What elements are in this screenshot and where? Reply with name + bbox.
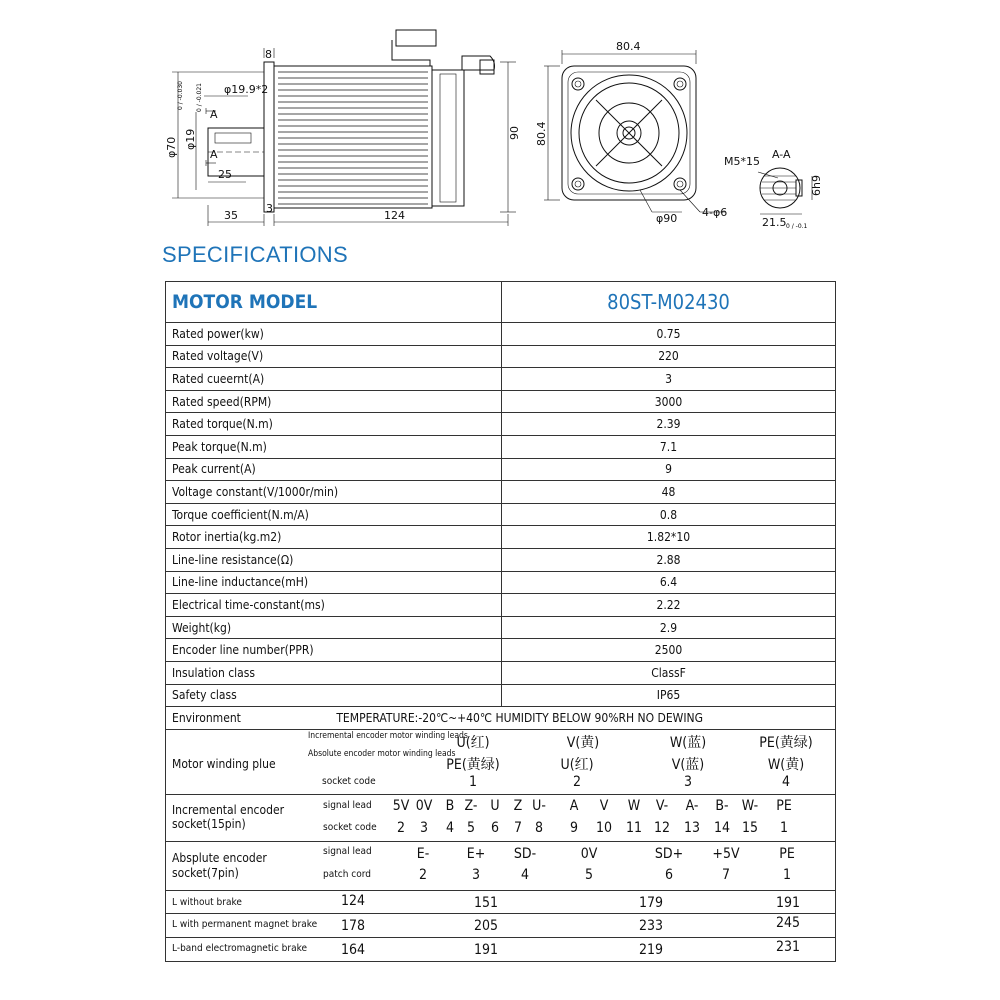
dim-6h9: 6h9: [810, 175, 823, 196]
inc-signal: V: [599, 798, 609, 815]
abs-code: 1: [782, 867, 792, 884]
incremental-label-2: socket(15pin): [172, 817, 246, 832]
inc-code: 9: [569, 820, 579, 837]
spec-label: Rotor inertia(kg.m2): [166, 526, 502, 549]
spec-value: 3: [502, 368, 836, 391]
spec-value: 2500: [502, 639, 836, 662]
inc-signal: A-: [685, 798, 699, 815]
spec-label: Line-line resistance(Ω): [166, 548, 502, 571]
motor-front-view: [562, 66, 696, 200]
dim-25: 25: [218, 168, 232, 181]
inc-code: 4: [445, 820, 455, 837]
absolute-patch-cord-label: patch cord: [323, 869, 371, 881]
spec-value: ClassF: [502, 661, 836, 684]
model-label: MOTOR MODEL: [166, 282, 502, 323]
absolute-label-1: Absplute encoder: [172, 851, 267, 866]
inc-code: 5: [466, 820, 476, 837]
model-row: [166, 282, 836, 323]
tol-phi70: 0 / -0.030: [177, 81, 184, 110]
spec-row: [166, 435, 836, 458]
abs-code: 2: [418, 867, 428, 884]
inc-code: 7: [513, 820, 523, 837]
length-row: [166, 938, 836, 962]
inc-signal: 0V: [415, 798, 433, 815]
spec-row: [166, 548, 836, 571]
length-value: 178: [340, 918, 366, 935]
spec-row: [166, 661, 836, 684]
environment-row: [166, 707, 836, 730]
length-value: 179: [638, 895, 664, 912]
dim-phi70: φ70: [165, 136, 178, 158]
inc-code: 3: [419, 820, 429, 837]
dim-35: 35: [224, 209, 238, 222]
length-value: 191: [775, 895, 801, 912]
spec-value: 9: [502, 458, 836, 481]
winding-abs-value: V(蓝): [671, 757, 705, 774]
spec-row: [166, 684, 836, 707]
spec-label: Peak current(A): [166, 458, 502, 481]
winding-abs-value: W(黄): [767, 757, 805, 774]
motor-technical-drawing: [0, 0, 1000, 240]
spec-label: Rated speed(RPM): [166, 390, 502, 413]
spec-value: 1.82*10: [502, 526, 836, 549]
spec-row: [166, 616, 836, 639]
motor-side-view: [208, 30, 495, 212]
winding-abs-value: U(红): [560, 757, 594, 774]
spec-label: Weight(kg): [166, 616, 502, 639]
absolute-signal-lead-label: signal lead: [323, 846, 372, 858]
spec-row: [166, 345, 836, 368]
winding-abs-leads: Absolute encoder motor winding leads: [308, 749, 456, 760]
shaft-section-aa: [760, 168, 802, 208]
spec-row: [166, 594, 836, 617]
spec-row: [166, 571, 836, 594]
inc-signal: Z-: [464, 798, 478, 815]
abs-code: 7: [721, 867, 731, 884]
abs-code: 4: [520, 867, 530, 884]
spec-row: [166, 503, 836, 526]
winding-inc-leads: Incremental encoder motor winding leads: [308, 731, 468, 742]
length-value: 233: [638, 918, 664, 935]
spec-row: [166, 390, 836, 413]
inc-code: 8: [534, 820, 544, 837]
winding-code: 2: [572, 774, 582, 791]
spec-table: [165, 281, 836, 962]
spec-row: [166, 481, 836, 504]
abs-signal: SD-: [513, 846, 537, 863]
length-value: 231: [775, 939, 801, 956]
length-value: 164: [340, 942, 366, 959]
tol-phi19: 0 / -0.021: [196, 83, 203, 112]
spec-row: [166, 323, 836, 346]
length-label: L-band electromagnetic brake: [172, 943, 307, 955]
dim-aa: A-A: [772, 148, 791, 161]
section-title: SPECIFICATIONS: [162, 242, 348, 267]
winding-abs-value: PE(黄绿): [446, 757, 500, 774]
winding-inc-value: V(黄): [566, 735, 600, 752]
spec-value: 7.1: [502, 435, 836, 458]
spec-label: Rated voltage(V): [166, 345, 502, 368]
dim-90: 90: [508, 126, 521, 140]
spec-value: 0.75: [502, 323, 836, 346]
inc-signal: A: [569, 798, 579, 815]
inc-signal: Z: [513, 798, 523, 815]
section-mark-a-top: A: [210, 108, 218, 121]
dim-phi19-9: φ19.9*2: [224, 83, 269, 96]
dim-4-phi6: 4-φ6: [702, 206, 728, 219]
section-mark-a-bottom: A: [210, 148, 218, 161]
abs-signal: +5V: [712, 846, 740, 863]
dim-80-4-top: 80.4: [616, 40, 641, 53]
spec-row: [166, 368, 836, 391]
spec-label: Torque coefficient(N.m/A): [166, 503, 502, 526]
winding-inc-value: PE(黄绿): [759, 735, 813, 752]
length-row: [166, 891, 836, 914]
length-label: L with permanent magnet brake: [172, 919, 318, 931]
inc-signal: B: [445, 798, 455, 815]
length-value: 219: [638, 942, 664, 959]
model-value: 80ST-M02430: [502, 282, 836, 323]
spec-row: [166, 413, 836, 436]
spec-value: 220: [502, 345, 836, 368]
spec-value: 2.22: [502, 594, 836, 617]
spec-value: 6.4: [502, 571, 836, 594]
winding-inc-value: U(红): [456, 735, 490, 752]
spec-label: Rated cueernt(A): [166, 368, 502, 391]
winding-code: 3: [683, 774, 693, 791]
spec-value: 3000: [502, 390, 836, 413]
inc-code: 14: [713, 820, 731, 837]
environment-label: Environment: [172, 711, 241, 726]
environment-value: TEMPERATURE:-20℃~+40℃ HUMIDITY BELOW 90%RH NO DEWING: [336, 711, 703, 726]
abs-code: 5: [584, 867, 594, 884]
inc-signal: 5V: [392, 798, 410, 815]
spec-label: Line-line inductance(mH): [166, 571, 502, 594]
spec-label: Electrical time-constant(ms): [166, 594, 502, 617]
spec-value: IP65: [502, 684, 836, 707]
incremental-signal-lead-label: signal lead: [323, 800, 372, 812]
abs-signal: PE: [779, 846, 795, 863]
abs-code: 3: [471, 867, 481, 884]
inc-signal: W-: [741, 798, 759, 815]
inc-code: 1: [779, 820, 789, 837]
spec-value: 2.39: [502, 413, 836, 436]
abs-signal: E+: [466, 846, 486, 863]
dim-124: 124: [384, 209, 405, 222]
spec-value: 0.8: [502, 503, 836, 526]
abs-signal: E-: [416, 846, 430, 863]
dim-m5: M5*15: [724, 155, 760, 168]
winding-code: 4: [781, 774, 791, 791]
dim-80-4-side: 80.4: [535, 121, 548, 146]
incremental-socket-code-label: socket code: [323, 822, 377, 834]
length-value: 124: [340, 893, 366, 910]
tol-21-5: 0 / -0.1: [786, 223, 808, 230]
spec-label: Insulation class: [166, 661, 502, 684]
spec-row: [166, 639, 836, 662]
absolute-encoder-row: [166, 842, 836, 891]
incremental-label-1: Incremental encoder: [172, 803, 285, 818]
length-row: [166, 914, 836, 938]
spec-value: 48: [502, 481, 836, 504]
abs-code: 6: [664, 867, 674, 884]
length-label: L without brake: [172, 897, 242, 909]
inc-signal: U: [490, 798, 500, 815]
inc-code: 6: [490, 820, 500, 837]
dim-21-5: 21.5: [762, 216, 787, 229]
dim-3: 3: [266, 202, 273, 215]
abs-signal: SD+: [654, 846, 684, 863]
inc-signal: B-: [715, 798, 729, 815]
spec-row: [166, 526, 836, 549]
length-value: 191: [473, 942, 499, 959]
inc-code: 15: [741, 820, 759, 837]
winding-label: Motor winding plue: [172, 757, 276, 772]
absolute-label-2: socket(7pin): [172, 866, 239, 881]
inc-signal: V-: [655, 798, 669, 815]
spec-label: Peak torque(N.m): [166, 435, 502, 458]
spec-label: Voltage constant(V/1000r/min): [166, 481, 502, 504]
inc-code: 12: [653, 820, 671, 837]
spec-label: Rated torque(N.m): [166, 413, 502, 436]
winding-socket-code-label: socket code: [322, 776, 376, 788]
spec-label: Rated power(kw): [166, 323, 502, 346]
incremental-encoder-row: [166, 795, 836, 842]
dim-8: 8: [265, 48, 272, 61]
length-value: 205: [473, 918, 499, 935]
winding-inc-value: W(蓝): [669, 735, 707, 752]
inc-code: 10: [595, 820, 613, 837]
winding-row: [166, 730, 836, 795]
winding-code: 1: [468, 774, 478, 791]
dim-phi90: φ90: [656, 212, 678, 225]
inc-signal: PE: [776, 798, 792, 815]
spec-row: [166, 458, 836, 481]
spec-value: 2.88: [502, 548, 836, 571]
length-value: 151: [473, 895, 499, 912]
inc-signal: U-: [532, 798, 546, 815]
dim-phi19: φ19: [184, 128, 197, 150]
length-value: 245: [775, 915, 801, 932]
inc-signal: W: [627, 798, 641, 815]
inc-code: 2: [396, 820, 406, 837]
abs-signal: 0V: [580, 846, 598, 863]
inc-code: 11: [625, 820, 643, 837]
spec-label: Encoder line number(PPR): [166, 639, 502, 662]
inc-code: 13: [683, 820, 701, 837]
spec-value: 2.9: [502, 616, 836, 639]
spec-label: Safety class: [166, 684, 502, 707]
